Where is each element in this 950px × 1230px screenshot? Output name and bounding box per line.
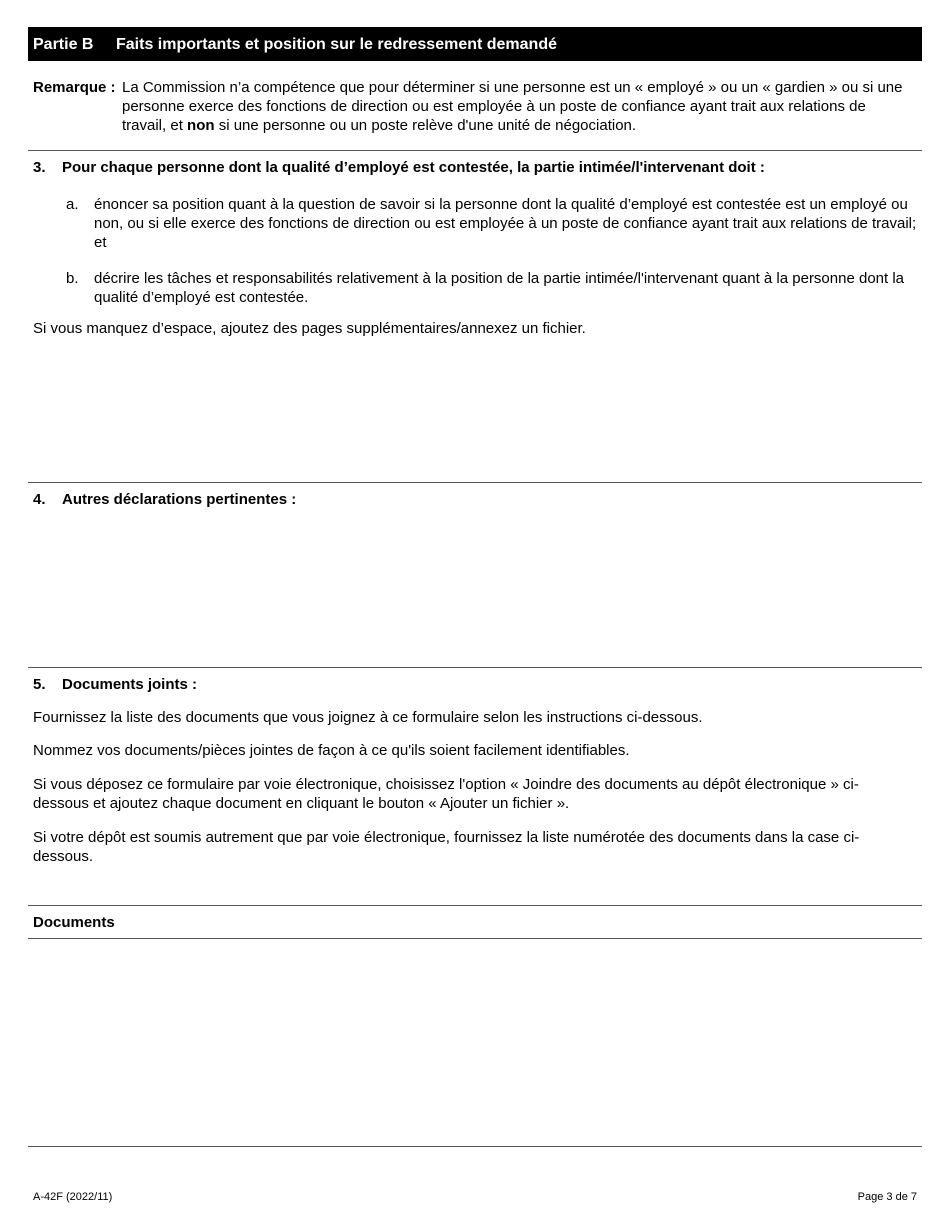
- divider: [28, 482, 922, 483]
- remark-text-after: si une personne ou un poste relève d'une unité de négociation.: [214, 117, 637, 134]
- form-code: A-42F (2022/11): [33, 1191, 113, 1203]
- page-number: Page 3 de 7: [857, 1191, 917, 1203]
- section-5-paragraph: Si votre dépôt est soumis autrement que par voie électronique, fournissez la liste numérotée des documents dans la case ci-dessous.: [33, 829, 860, 865]
- section-3-title: Pour chaque personne dont la qualité d’employé est contestée, la partie intimée/l'intervenant doit :: [62, 159, 765, 176]
- remark-text-before: La Commission n’a compétence que pour déterminer si une personne est un « employé » ou un « gardien » ou si une personne exerce des fonctions de direction ou est employée à un poste de confiance ayant trait aux relations de travail, et: [122, 79, 903, 134]
- section-5-paragraph: Nommez vos documents/pièces jointes de façon à ce qu'ils soient facilement identifiables.: [33, 742, 630, 759]
- remark-text: [122, 78, 912, 135]
- item-b-text: décrire les tâches et responsabilités relativement à la position de la partie intimée/l'intervenant quant à la personne dont la qualité d’employé est contestée.: [94, 270, 905, 306]
- part-title: Faits importants et position sur le redressement demandé: [116, 36, 557, 53]
- part-label: Partie B: [33, 36, 94, 53]
- remark-label: Remarque :: [33, 79, 116, 96]
- documents-label: Documents: [33, 914, 115, 931]
- section-4-title: Autres déclarations pertinentes :: [62, 491, 297, 508]
- divider: [28, 905, 922, 906]
- section-3-number: 3.: [33, 159, 46, 176]
- divider: [28, 1146, 922, 1147]
- divider: [28, 667, 922, 668]
- remark-text-bold: non: [187, 117, 215, 134]
- item-b-letter: b.: [66, 270, 79, 287]
- divider: [28, 150, 922, 151]
- section-5-paragraph: Si vous déposez ce formulaire par voie électronique, choisissez l'option « Joindre des documents au dépôt électronique » ci-dessous et ajoutez chaque document en cliquant le bouton « Ajouter un fichier ».: [33, 776, 859, 812]
- part-header-bar: [28, 27, 922, 61]
- item-a-letter: a.: [66, 196, 79, 213]
- divider: [28, 938, 922, 939]
- item-a-text: énoncer sa position quant à la question de savoir si la personne dont la qualité d’employé est contestée est un employé ou non, ou si elle exerce des fonctions de direction ou est employée à un poste de confiance ayant trait aux relations de travail; et: [94, 196, 917, 251]
- section-5-number: 5.: [33, 676, 46, 693]
- section-4-number: 4.: [33, 491, 46, 508]
- section-3-note: Si vous manquez d’espace, ajoutez des pages supplémentaires/annexez un fichier.: [33, 320, 586, 337]
- section-5-paragraph: Fournissez la liste des documents que vous joignez à ce formulaire selon les instructions ci-dessous.: [33, 709, 703, 726]
- section-5-title: Documents joints :: [62, 676, 198, 693]
